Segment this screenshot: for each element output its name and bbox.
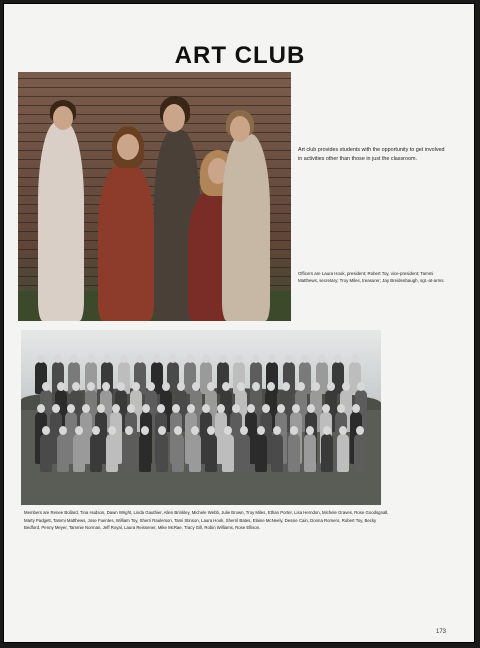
member-head bbox=[247, 404, 255, 413]
member-head bbox=[273, 426, 281, 435]
member-head bbox=[191, 426, 199, 435]
member-head bbox=[356, 426, 364, 435]
member-head bbox=[318, 354, 326, 363]
member-figure bbox=[57, 434, 69, 472]
member-head bbox=[357, 382, 365, 391]
member-head bbox=[153, 354, 161, 363]
member-head bbox=[285, 354, 293, 363]
person-5 bbox=[222, 134, 270, 321]
member-head bbox=[337, 404, 345, 413]
member-head bbox=[351, 354, 359, 363]
person-2 bbox=[98, 164, 154, 321]
member-head bbox=[207, 382, 215, 391]
member-head bbox=[174, 426, 182, 435]
member-head bbox=[235, 354, 243, 363]
person-1-head bbox=[53, 106, 73, 130]
member-head bbox=[59, 426, 67, 435]
members-photo bbox=[21, 330, 381, 505]
member-figure bbox=[172, 434, 184, 472]
member-head bbox=[342, 382, 350, 391]
member-head bbox=[352, 404, 360, 413]
member-head bbox=[297, 382, 305, 391]
member-head bbox=[158, 426, 166, 435]
member-head bbox=[267, 382, 275, 391]
member-head bbox=[87, 382, 95, 391]
person-3-head bbox=[163, 104, 185, 132]
member-head bbox=[339, 426, 347, 435]
member-head bbox=[240, 426, 248, 435]
members-group bbox=[29, 354, 371, 472]
member-head bbox=[322, 404, 330, 413]
club-description: Art club provides students with the opportunity to get involved in activities other than those in just the classroom. bbox=[298, 147, 445, 162]
member-head bbox=[132, 382, 140, 391]
member-head bbox=[323, 426, 331, 435]
member-head bbox=[327, 382, 335, 391]
person-2-head bbox=[117, 134, 139, 160]
member-head bbox=[282, 382, 290, 391]
members-caption: Members are Renee Bollard, Tina Hudson, Dawn Wright, Linda Gauthier, Allen Brinkley, Michele Webb, Julie Brown, Troy Miles, Ethan Porter, Lisa Herndon, Michele Graves, Rose Goodsgnall, Marty Padgett, Tammi Matthews, Jose Fuentes, William Toy, Sherri Raulerson, Tami Stinson, Laura Hook, Sherril Bates, Elaine McNeely, Dessie Cain, Donna Romero, Robert Toy, Becky Bedford, Penny Meyer, Tammie Norman, Jeff Royal, Laura Reissener, Mike McRae, Tracy Gill, Robin Williams, Rose Ellison. bbox=[24, 510, 389, 530]
member-head bbox=[117, 382, 125, 391]
member-head bbox=[75, 426, 83, 435]
member-head bbox=[97, 404, 105, 413]
member-figure bbox=[255, 434, 267, 472]
member-head bbox=[103, 354, 111, 363]
member-head bbox=[169, 354, 177, 363]
member-head bbox=[162, 382, 170, 391]
member-head bbox=[252, 382, 260, 391]
member-head bbox=[147, 382, 155, 391]
member-head bbox=[127, 404, 135, 413]
member-head bbox=[54, 354, 62, 363]
member-head bbox=[70, 354, 78, 363]
member-head bbox=[307, 404, 315, 413]
member-head bbox=[237, 382, 245, 391]
member-head bbox=[207, 426, 215, 435]
member-head bbox=[232, 404, 240, 413]
member-head bbox=[172, 404, 180, 413]
member-head bbox=[82, 404, 90, 413]
member-head bbox=[217, 404, 225, 413]
member-head bbox=[157, 404, 165, 413]
member-head bbox=[120, 354, 128, 363]
member-head bbox=[268, 354, 276, 363]
member-head bbox=[187, 404, 195, 413]
member-head bbox=[37, 354, 45, 363]
member-head bbox=[192, 382, 200, 391]
member-head bbox=[224, 426, 232, 435]
member-figure bbox=[238, 434, 250, 472]
member-head bbox=[125, 426, 133, 435]
member-head bbox=[202, 404, 210, 413]
member-figure bbox=[271, 434, 283, 472]
member-head bbox=[177, 382, 185, 391]
member-head bbox=[186, 354, 194, 363]
person-1 bbox=[38, 122, 84, 321]
member-head bbox=[87, 354, 95, 363]
member-head bbox=[108, 426, 116, 435]
member-head bbox=[252, 354, 260, 363]
member-figure bbox=[337, 434, 349, 472]
member-figure bbox=[139, 434, 151, 472]
page-title: ART CLUB bbox=[174, 42, 306, 69]
member-head bbox=[67, 404, 75, 413]
person-5-head bbox=[230, 116, 250, 142]
yearbook-page bbox=[3, 3, 475, 643]
member-head bbox=[202, 354, 210, 363]
member-figure bbox=[123, 434, 135, 472]
member-head bbox=[277, 404, 285, 413]
member-figure bbox=[73, 434, 85, 472]
officers-caption: Officers are Laura Hook, president; Robert Toy, vice-president; Tammi Matthews, secretary; Troy Miles, treasurer; Jay Breidenbaugh, sgt.-at-arms. bbox=[298, 271, 445, 283]
member-figure bbox=[288, 434, 300, 472]
member-figure bbox=[222, 434, 234, 472]
member-head bbox=[222, 382, 230, 391]
member-head bbox=[102, 382, 110, 391]
member-head bbox=[292, 404, 300, 413]
member-figure bbox=[106, 434, 118, 472]
member-head bbox=[42, 382, 50, 391]
page-number: 173 bbox=[436, 629, 447, 635]
member-head bbox=[306, 426, 314, 435]
member-head bbox=[136, 354, 144, 363]
member-figure bbox=[354, 434, 366, 472]
member-head bbox=[301, 354, 309, 363]
member-head bbox=[312, 382, 320, 391]
member-head bbox=[334, 354, 342, 363]
member-figure bbox=[40, 434, 52, 472]
member-head bbox=[37, 404, 45, 413]
member-head bbox=[52, 404, 60, 413]
member-figure bbox=[321, 434, 333, 472]
member-head bbox=[57, 382, 65, 391]
member-head bbox=[262, 404, 270, 413]
member-head bbox=[112, 404, 120, 413]
member-figure bbox=[90, 434, 102, 472]
member-head bbox=[92, 426, 100, 435]
member-head bbox=[42, 426, 50, 435]
member-head bbox=[72, 382, 80, 391]
member-head bbox=[142, 404, 150, 413]
member-head bbox=[257, 426, 265, 435]
member-figure bbox=[205, 434, 217, 472]
member-head bbox=[290, 426, 298, 435]
member-figure bbox=[156, 434, 168, 472]
member-figure bbox=[189, 434, 201, 472]
officers-photo bbox=[18, 72, 291, 321]
member-head bbox=[141, 426, 149, 435]
member-figure bbox=[304, 434, 316, 472]
member-head bbox=[219, 354, 227, 363]
